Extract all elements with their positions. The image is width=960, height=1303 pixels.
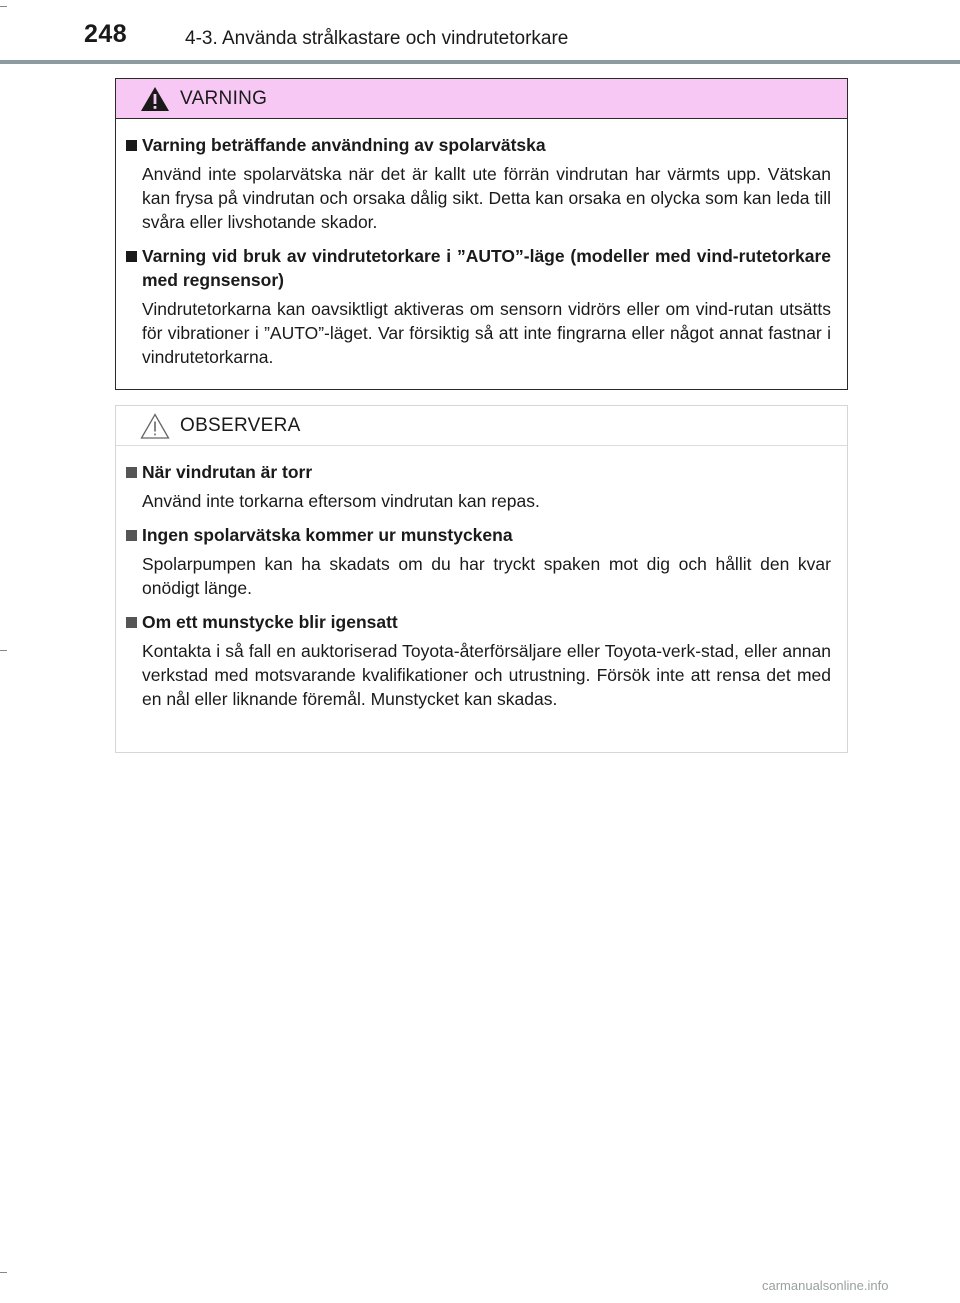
- square-bullet-icon: [126, 140, 137, 151]
- warning-item: [126, 244, 831, 369]
- notice-item: [126, 523, 831, 600]
- notice-item-text: Kontakta i så fall en auktoriserad Toyota-återförsäljare eller Toyota-verk-stad, eller annan verkstad med motsvarande kvalifikationer och utrustning. Försök inte att rensa det med en nål eller liknande föremål. Munstycket kan skadas.: [142, 641, 831, 709]
- warning-item-title: Varning beträffande användning av spolarvätska: [142, 135, 546, 155]
- notice-item-title: När vindrutan är torr: [142, 462, 313, 482]
- caution-triangle-icon: [140, 413, 170, 439]
- warning-body: [116, 119, 847, 369]
- crop-mark: [0, 650, 7, 651]
- crop-mark: [0, 1272, 7, 1273]
- notice-header: [116, 406, 847, 446]
- notice-item-text: Använd inte torkarna eftersom vindrutan kan repas.: [142, 491, 540, 511]
- warning-item-text: Använd inte spolarvätska när det är kallt ute förrän vindrutan har värmts upp. Vätskan kan frysa på vindrutan och orsaka dålig sikt. Detta kan orsaka en olycka som kan leda till svåra eller livshotande skador.: [142, 164, 831, 232]
- footer-watermark: carmanualsonline.info: [762, 1278, 889, 1293]
- square-bullet-icon: [126, 530, 137, 541]
- section-title: 4-3. Använda strålkastare och vindrutetorkare: [185, 28, 569, 49]
- notice-body: [116, 446, 847, 711]
- header-rule: [0, 60, 960, 64]
- warning-item: [126, 133, 831, 234]
- warning-triangle-icon: [140, 86, 170, 112]
- page-number: 248: [84, 20, 128, 48]
- warning-box: [115, 78, 848, 390]
- warning-label: VARNING: [180, 87, 268, 109]
- page-header: [0, 0, 960, 64]
- warning-item-title: Varning vid bruk av vindrutetorkare i ”AUTO”-läge (modeller med vind-rutetorkare med regnsensor): [142, 246, 831, 290]
- square-bullet-icon: [126, 467, 137, 478]
- notice-item: [126, 610, 831, 711]
- square-bullet-icon: [126, 251, 137, 262]
- notice-label: OBSERVERA: [180, 414, 301, 436]
- warning-item-text: Vindrutetorkarna kan oavsiktligt aktiveras om sensorn vidrörs eller om vind-rutan utsätts för vibrationer i ”AUTO”-läget. Var försiktig så att inte fingrarna eller något annat fastnar i vindrutetorkarna.: [142, 299, 831, 367]
- notice-item-title: Ingen spolarvätska kommer ur munstyckena: [142, 525, 513, 545]
- square-bullet-icon: [126, 617, 137, 628]
- notice-item-title: Om ett munstycke blir igensatt: [142, 612, 398, 632]
- notice-box: [115, 405, 848, 753]
- warning-header: [116, 79, 847, 119]
- notice-item: [126, 460, 831, 513]
- notice-item-text: Spolarpumpen kan ha skadats om du har tryckt spaken mot dig och hållit den kvar onödigt länge.: [142, 554, 831, 598]
